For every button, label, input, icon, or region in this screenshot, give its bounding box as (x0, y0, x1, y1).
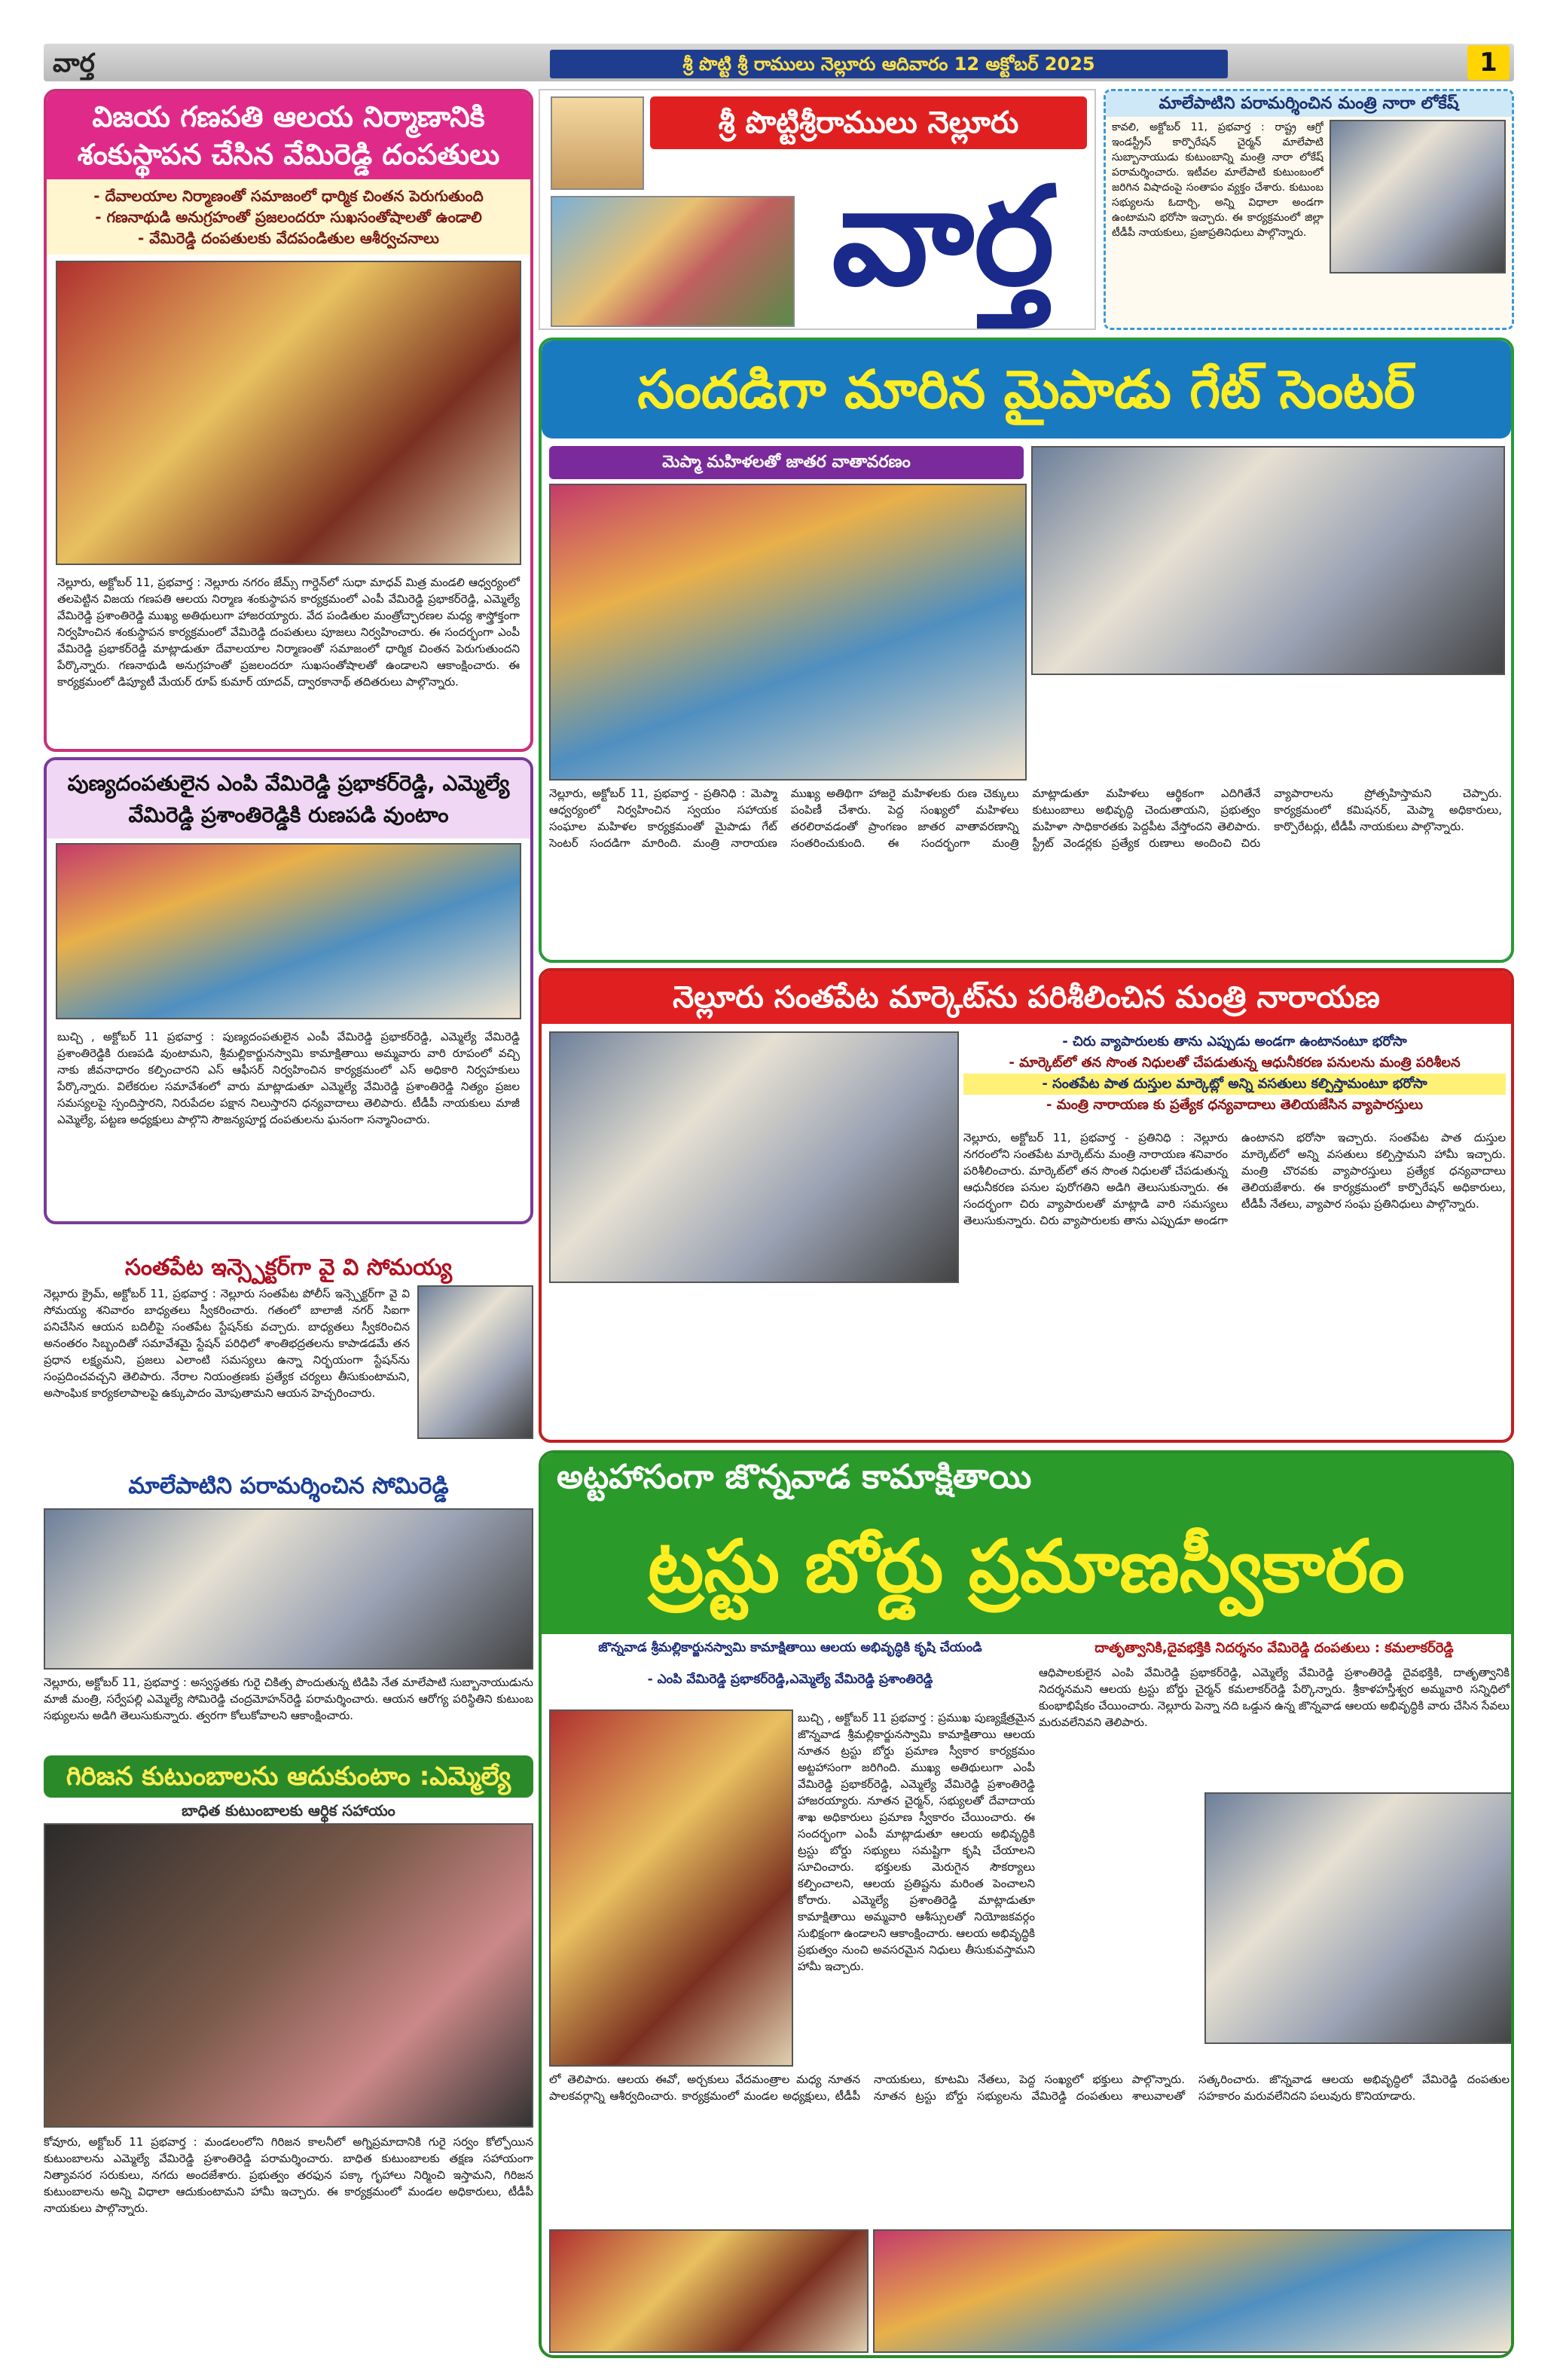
bullet-item: - మంత్రి నారాయణ కు ప్రత్యేక ధన్యవాదాలు తెలియజేసిన వ్యాపారస్తులు (1046, 1097, 1424, 1113)
story-mypadu-photo-1 (549, 484, 1027, 781)
story-santhapeta-body: నెల్లూరు, అక్టోబర్ 11, ప్రభవార్త - ప్రతినిధి : నెల్లూరు నగరంలోని సంతపేట మార్కెట్‌ను మంత్రి నారాయణ శనివారం పరిశీలించారు. మార్కెట్‌లో తన సొంత నిధులతో చేపడుతున్న ఆధునీకరణ పనుల పురోగతిని అడిగి తెలుసుకున్నారు. ఈ సందర్భంగా చిరు వ్యాపారులతో మాట్లాడి వారి సమస్యలు తెలుసుకున్నారు. చిరు వ్యాపారులకు తాను ఎప్పుడూ అండగా ఉంటానని భరోసా ఇచ్చారు. సంతపేట పాత దుస్తుల మార్కెట్‌లో అన్ని వసతులు కల్పిస్తామని హామీ ఇచ్చారు. మంత్రి చొరవకు వ్యాపారస్తులు ప్రత్యేక ధన్యవాదాలు తెలియజేశారు. ఈ కార్యక్రమంలో కార్పొరేషన్ అధికారులు, టీడీపీ నేతలు, వ్యాపార సంఘ ప్రతినిధులు పాల్గొన్నారు. (963, 1131, 1506, 1227)
founder-portrait (551, 96, 644, 190)
story-ganapati (44, 89, 533, 752)
story-ganapati-bullets (47, 179, 530, 255)
story-birthday (44, 757, 533, 1224)
story-inspector-body: నెల్లూరు క్రైమ్, అక్టోబర్ 11, ప్రభవార్త : నెల్లూరు సంతపేట పోలీస్ ఇన్స్పెక్టర్‌గా వై వి సోమయ్య శనివారం బాధ్యతలు స్వీకరించారు. గతంలో బాలాజీ నగర్ సిఐగా పనిచేసిన ఆయన బదిలీపై సంతపేట స్టేషన్‌కు వచ్చారు. బాధ్యతలు స్వీకరించిన అనంతరం సిబ్బందితో సమావేశమై స్టేషన్ పరిధిలో శాంతిభద్రతలను కాపాడడమే తన ప్రధాన లక్ష్యమని, ప్రజలు ఎలాంటి సమస్యలు ఉన్నా నిర్భయంగా స్టేషన్‌ను సంప్రదించవచ్చని తెలిపారు. నేరాల నియంత్రణకు ప్రత్యేక చర్యలు తీసుకుంటామని, అసాంఘిక కార్యకలాపాలపై ఉక్కుపాదం మోపుతామని ఆయన హెచ్చరించారు. (44, 1287, 410, 1400)
story-someireddy-photo (44, 1508, 533, 1670)
story-ganapati-body: నెల్లూరు, అక్టోబర్ 11, ప్రభవార్త : నెల్లూరు నగరం జేమ్స్ గార్డెన్‌లో సుధా మాధవ్ మిత్ర మండలి ఆధ్వర్యంలో తలపెట్టిన విజయ గణపతి ఆలయ నిర్మాణ శంకుస్థాపన కార్యక్రమంలో ఎంపీ వేమిరెడ్డి ప్రభాకర్‌రెడ్డి, ఎమ్మెల్యే వేమిరెడ్డి ప్రశాంతిరెడ్డి ముఖ్య అతిథులుగా హాజరయ్యారు. వేద పండితుల మంత్రోచ్ఛారణల మధ్య శాస్త్రోక్తంగా నిర్వహించిన శంకుస్థాపన కార్యక్రమంలో వేమిరెడ్డి దంపతులు పూజలు నిర్వహించారు. ఈ సందర్భంగా ఎంపీ వేమిరెడ్డి ప్రభాకర్‌రెడ్డి మాట్లాడుతూ దేవాలయాల నిర్మాణంతో సమాజంలో ధార్మిక చింతన పెరుగుతుందని పేర్కొన్నారు. గణనాథుడి అనుగ్రహంతో ప్రజలందరూ సుఖసంతోషాలతో ఉండాలని ఆకాంక్షించారు. ఈ కార్యక్రమంలో డిప్యూటీ మేయర్ రూప్ కుమార్ యాదవ్, ద్వారకానాథ్ తదితరులు పాల్గొన్నారు. (57, 576, 520, 689)
story-ganapati-photo (56, 261, 521, 565)
temple-photo (551, 196, 795, 327)
story-lokesh (1104, 89, 1514, 330)
masthead-block (539, 89, 1096, 330)
story-trust-subhead-left-1: జొన్నవాడ శ్రీమల్లికార్జునస్వామి కామాక్షితాయి ఆలయ అభివృద్ధికి కృషి చేయండి (598, 1640, 982, 1655)
story-trust-headline-main: ట్రస్టు బోర్డు ప్రమాణస్వీకారం (648, 1524, 1405, 1609)
story-trust-body-bottom: లో తెలిపారు. ఆలయ ఈవో, అర్చకులు వేదమంత్రాల మధ్య నూతన పాలకవర్గాన్ని ఆశీర్వదించారు. కార్యక్రమంలో మండల అధ్యక్షులు, టీడీపీ నాయకులు, కూటమి నేతలు, పెద్ద సంఖ్యలో భక్తులు పాల్గొన్నారు. నూతన ట్రస్టు బోర్డు సభ్యులను వేమిరెడ్డి దంపతులు శాలువాలతో సత్కరించారు. జొన్నవాడ ఆలయ అభివృద్ధిలో వేమిరెడ్డి దంపతుల సహకారం మరువలేనిదని పలువురు కొనియాడారు. (549, 2073, 1510, 2103)
bullet-item: - సంతపేట పాత దుస్తుల మార్కెట్లో అన్ని వసతులు కల్పిస్తామంటూ భరోసా (963, 1074, 1506, 1095)
page-number: 1 (1467, 45, 1510, 80)
story-lokesh-photo (1330, 120, 1506, 273)
story-mypadu-subhead: మెప్మా మహిళలతో జాతర వాతావరణం (549, 446, 1024, 479)
edition-name: శ్రీ పొట్టిశ్రీరాములు నెల్లూరు (650, 96, 1087, 149)
story-birthday-photo (56, 843, 521, 1019)
story-birthday-headline: పుణ్యదంపతులైన ఎంపి వేమిరెడ్డి ప్రభాకర్‌రెడ్డి, ఎమ్మెల్యే వేమిరెడ్డి ప్రశాంతిరెడ్డికి రుణపడి వుంటాం (47, 760, 530, 839)
story-trust-photo-main (549, 1709, 793, 2067)
masthead-logo-big: వార్త (832, 158, 1055, 316)
story-someireddy-body: నెల్లూరు, అక్టోబర్ 11, ప్రభవార్త : అస్వస్థతకు గురై చికిత్స పొందుతున్న టిడిపి నేత మాలేపాటి సుబ్బానాయుడును మాజీ మంత్రి, సర్వేపల్లి ఎమ్మెల్యే సోమిరెడ్డి చంద్రమోహన్‌రెడ్డి పరామర్శించారు. ఆయన ఆరోగ్య పరిస్థితిని కుటుంబ సభ్యులను అడిగి తెలుసుకున్నారు. త్వరగా కోలుకోవాలని ఆకాంక్షించారు. (44, 1676, 533, 1722)
story-mypadu-headline: సందడిగా మారిన మైపాడు గేట్ సెంటర్ (542, 341, 1511, 438)
story-mypadu-photo-2 (1031, 446, 1505, 675)
story-trust-photo-right (1204, 1792, 1513, 2044)
story-trust-photo-bottom-2 (873, 2229, 1513, 2353)
story-trust-headline-banner (542, 1453, 1511, 1634)
story-trust-photo-bottom-1 (549, 2229, 869, 2353)
story-trust-headline-top: అట్టహాసంగా జొన్నవాడ కామాక్షితాయి (557, 1458, 1032, 1496)
story-girijana-headline: గిరిజన కుటుంబాలను ఆదుకుంటాం :ఎమ్మెల్యే (44, 1755, 533, 1798)
story-birthday-body: బుచ్చి , అక్టోబర్ 11 ప్రభవార్త : పుణ్యదంపతులైన ఎంపీ వేమిరెడ్డి ప్రభాకర్‌రెడ్డి, ఎమ్మెల్యే వేమిరెడ్డి ప్రశాంతిరెడ్డికి రుణపడి వుంటామని, శ్రీమల్లికార్జునస్వామి కామాక్షితాయి అమ్మవారు వారి రూపంలో వచ్చి నాకు జీవనాధారం కల్పించారని ఎస్ ఆఫీసర్ నిర్వహించిన కార్యక్రమంలో ఎస్ అధికారి నిర్వహకులు పేర్కొన్నారు. విలేకరుల సమావేశంలో వారు మాట్లాడుతూ ఎమ్మెల్యే వేమిరెడ్డి ప్రశాంతిరెడ్డి నిత్యం ప్రజల సమస్యలపై స్పందిస్తారని, నిరుపేదల పక్షాన నిలుస్తారని ధన్యవాదాలు తెలిపారు. టీడీపీ నాయకులు మాజీ ఎమ్మెల్యే, పట్టణ అధ్యక్షులు పాల్గొని సౌజన్యపూర్ణ దంపతులను ఘనంగా సన్మానించారు. (57, 1030, 520, 1126)
story-girijana (44, 1755, 533, 2358)
bullet-item: - దేవాలయాల నిర్మాణంతో సమాజంలో ధార్మిక చింతన పెరుగుతుంది (93, 187, 484, 205)
story-someireddy (44, 1469, 533, 1748)
story-trust (539, 1450, 1514, 2358)
story-lokesh-headline: మాలేపాటిని పరామర్శించిన మంత్రి నారా లోకేష్ (1106, 91, 1512, 117)
story-girijana-photo (44, 1823, 533, 2128)
masthead-logo-small: వార్త (53, 48, 95, 78)
story-mypadu (539, 338, 1514, 963)
story-girijana-body: కోవూరు, అక్టోబర్ 11 ప్రభవార్త : మండలంలోని గిరిజన కాలనీలో అగ్నిప్రమాదానికి గురై సర్వం కోల్పోయిన కుటుంబాలను ఎమ్మెల్యే వేమిరెడ్డి ప్రశాంతిరెడ్డి పరామర్శించారు. బాధిత కుటుంబాలకు తక్షణ సహాయంగా నిత్యావసర సరుకులు, నగదు అందజేశారు. ప్రభుత్వం తరఫున పక్కా గృహాలు నిర్మించి ఇస్తామని, గిరిజన కుటుంబాలను అన్ని విధాలా ఆదుకుంటామని హామీ ఇచ్చారు. ఈ కార్యక్రమంలో మండల అధికారులు, టీడీపీ నాయకులు పాల్గొన్నారు. (44, 2135, 533, 2215)
inspector-photo (417, 1285, 533, 1439)
story-trust-subhead-right: దాతృత్వానికి,దైవభక్తికి నిదర్శనం వేమిరెడ్డి దంపతులు : కమలాకర్‌రెడ్డి (1094, 1640, 1454, 1656)
story-santhapeta (539, 968, 1514, 1443)
story-santhapeta-bullets (963, 1031, 1506, 1116)
story-trust-subhead-left-2: - ఎంపి వేమిరెడ్డి ప్రభాకర్‌రెడ్డి,ఎమ్మెల్యే వేమిరెడ్డి ప్రశాంతిరెడ్డి (647, 1672, 933, 1687)
story-lokesh-body: కావలి, అక్టోబర్ 11, ప్రభవార్త : రాష్ట్ర ఆగ్రో ఇండస్ట్రీస్ కార్పొరేషన్ చైర్మన్ మాలేపాటి సుబ్బానాయుడు కుటుంబాన్ని మంత్రి నారా లోకేష్ పరామర్శించారు. ఇటీవల మాలేపాటి కుటుంబంలో జరిగిన విషాదంపై సంతాపం వ్యక్తం చేశారు. కుటుంబ సభ్యులను ఓదార్చి, అన్ని విధాలా అండగా ఉంటామని భరోసా ఇచ్చారు. ఈ కార్యక్రమంలో జిల్లా టీడీపీ నాయకులు, ప్రజాప్రతినిధులు పాల్గొన్నారు. (1112, 121, 1323, 239)
story-inspector (44, 1251, 533, 1469)
story-trust-body-right-top: ఆధిపాలకులైన ఎంపి వేమిరెడ్డి ప్రభాకర్‌రెడ్డి, ఎమ్మెల్యే వేమిరెడ్డి ప్రశాంతిరెడ్డి దైవభక్తికి, దాతృత్వానికి నిదర్శనమని ఆలయ ట్రస్టు బోర్డు చైర్మన్ కమలాకర్‌రెడ్డి పేర్కొన్నారు. శ్రీకాళహస్తీశ్వర అమ్మవారి సన్నిధిలో కుంభాభిషేకం చేయించారు. నెల్లూరు పెన్నా నది ఒడ్డున ఉన్న జొన్నవాడ ఆలయ అభివృద్ధికి వారు చేసిన సేవలు మరువలేనివని తెలిపారు. (1039, 1666, 1510, 1729)
bullet-item: - మార్కెట్‌లో తన సొంత నిధులతో చేపడుతున్న ఆధునీకరణ పనులను మంత్రి పరిశీలన (1009, 1055, 1461, 1071)
story-ganapati-headline: విజయ గణపతి ఆలయ నిర్మాణానికి శంకుస్థాపన చేసిన వేమిరెడ్డి దంపతులు (47, 92, 530, 179)
date-line: శ్రీ పొట్టి శ్రీ రాములు నెల్లూరు ఆదివారం 12 అక్టోబర్ 2025 (550, 50, 1228, 78)
story-inspector-headline: సంతపేట ఇన్స్పెక్టర్‌గా వై వి సోమయ్య (124, 1254, 453, 1281)
story-santhapeta-headline: నెల్లూరు సంతపేట మార్కెట్‌ను పరిశీలించిన మంత్రి నారాయణ (542, 971, 1511, 1024)
bullet-item: - వేమిరెడ్డి దంపతులకు వేదపండితుల ఆశీర్వచనాలు (138, 229, 439, 247)
story-santhapeta-photo (549, 1031, 959, 1283)
story-girijana-subhead: బాధిత కుటుంబాలకు ఆర్థిక సహాయం (182, 1801, 395, 1819)
story-mypadu-body: నెల్లూరు, అక్టోబర్ 11, ప్రభవార్త - ప్రతినిధి : మెప్మా ఆధ్వర్యంలో నిర్వహించిన స్వయం సహాయక సంఘాల మహిళల కార్యక్రమంతో మైపాడు గేట్ సెంటర్ సందడిగా మారింది. మంత్రి నారాయణ ముఖ్య అతిథిగా హాజరై మహిళలకు రుణ చెక్కులు పంపిణీ చేశారు. పెద్ద సంఖ్యలో మహిళలు తరలిరావడంతో ప్రాంగణం జాతర వాతావరణాన్ని సంతరించుకుంది. ఈ సందర్భంగా మంత్రి మాట్లాడుతూ మహిళలు ఆర్థికంగా ఎదిగితేనే కుటుంబాలు అభివృద్ధి చెందుతాయని, ప్రభుత్వం మహిళా సాధికారతకు పెద్దపీట వేస్తోందని తెలిపారు. స్ట్రీట్ వెండర్లకు ప్రత్యేక రుణాలు అందించి చిరు వ్యాపారాలను ప్రోత్సహిస్తామని చెప్పారు. కార్యక్రమంలో కమిషనర్, మెప్మా అధికారులు, కార్పొరేటర్లు, టీడీపీ నాయకులు పాల్గొన్నారు. (549, 787, 1502, 850)
bullet-item: - చిరు వ్యాపారులకు తాను ఎప్పుడు అండగా ఉంటానంటూ భరోసా (1062, 1034, 1407, 1049)
story-trust-body-mid: బుచ్చి , అక్టోబర్ 11 ప్రభవార్త : ప్రముఖ పుణ్యక్షేత్రమైన జొన్నవాడ శ్రీమల్లికార్జునస్వామి కామాక్షితాయి ఆలయ నూతన ట్రస్టు బోర్డు ప్రమాణ స్వీకార కార్యక్రమం అట్టహాసంగా జరిగింది. ముఖ్య అతిథులుగా ఎంపీ వేమిరెడ్డి ప్రభాకర్‌రెడ్డి, ఎమ్మెల్యే వేమిరెడ్డి ప్రశాంతిరెడ్డి హాజరయ్యారు. నూతన చైర్మన్, సభ్యులతో దేవాదాయ శాఖ అధికారులు ప్రమాణ స్వీకారం చేయించారు. ఈ సందర్భంగా ఎంపీ మాట్లాడుతూ ఆలయ అభివృద్ధికి ట్రస్టు బోర్డు సభ్యులు సమష్టిగా కృషి చేయాలని సూచించారు. భక్తులకు మెరుగైన సౌకర్యాలు కల్పించాలని, ఆలయ ప్రతిష్టను మరింత పెంచాలని కోరారు. ఎమ్మెల్యే ప్రశాంతిరెడ్డి మాట్లాడుతూ కామాక్షితాయి అమ్మవారి ఆశీస్సులతో నియోజకవర్గం సుభిక్షంగా ఉండాలని ఆకాంక్షించారు. ఆలయ అభివృద్ధికి ప్రభుత్వం నుంచి అవసరమైన నిధులు తీసుకువస్తామని హామీ ఇచ్చారు. (798, 1711, 1035, 1973)
bullet-item: - గణనాథుడి అనుగ్రహంతో ప్రజలందరూ సుఖసంతోషాలతో ఉండాలి (95, 208, 482, 226)
story-someireddy-headline: మాలేపాటిని పరామర్శించిన సోమిరెడ్డి (128, 1473, 449, 1499)
